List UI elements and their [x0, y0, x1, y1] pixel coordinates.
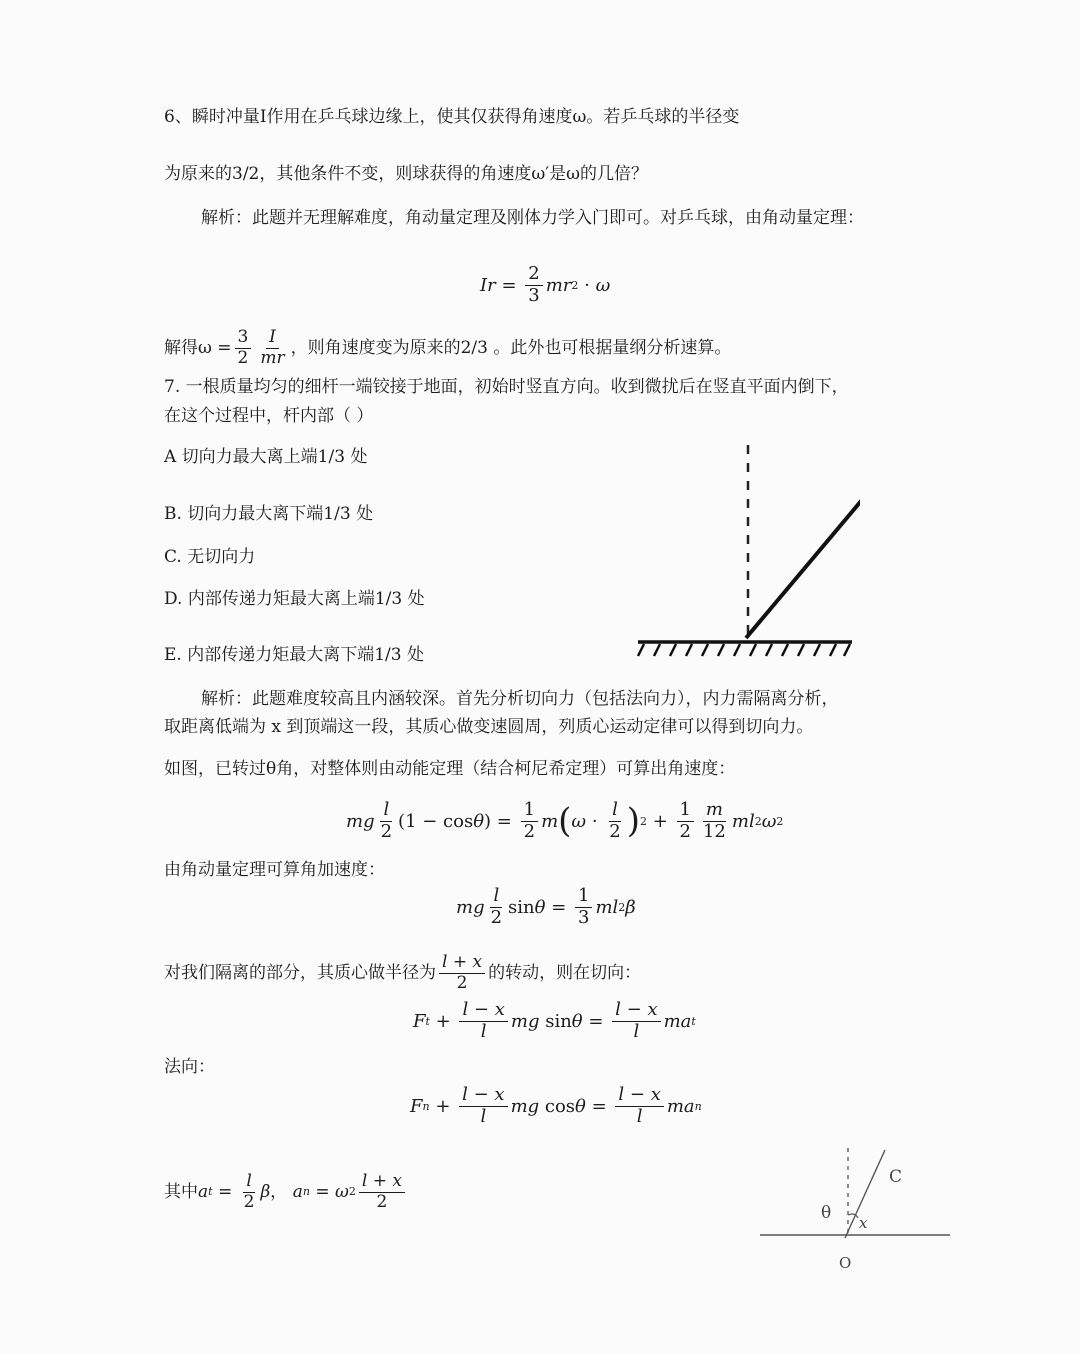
- ground-hatching: [638, 644, 850, 656]
- q6-line1: 6、瞬时冲量I作用在乒乓球边缘上，使其仅获得角速度ω。若乒乓球的半径变: [164, 107, 740, 127]
- q7-option-b: B. 切向力最大离下端1/3 处: [164, 504, 374, 524]
- angle-arc: [848, 1214, 858, 1218]
- torque-equation: mg $\frac{l}{2}$ sin θ = $\frac{1}{3}$ ml 2 β: [456, 885, 636, 928]
- sketch-label-c: C: [889, 1167, 903, 1187]
- angular-accel-text: 由角动量定理可算角加速度：: [164, 860, 385, 880]
- q7-option-d: D. 内部传递力矩最大离上端1/3 处: [164, 589, 425, 609]
- q7-option-c: C. 无切向力: [164, 547, 256, 567]
- q6-analysis: 解析：此题并无理解难度，角动量定理及刚体力学入门即可。对乒乓球，由角动量定理：: [201, 208, 864, 228]
- isolated-part-text: 对我们隔离的部分，其质心做半径为 $\frac{l + x}{2}$ 的转动，则在切向：: [164, 952, 642, 993]
- sketch-figure: [755, 1140, 955, 1275]
- sketch-label-x: x: [859, 1214, 868, 1232]
- energy-equation: mg $\frac{l}{2}$ (1 − cos θ ) = $\frac{1}{2}$ m ( ω · $\frac{l}{2}$ ) 2 + $\frac{1}{2}$ $\frac{m}{12}$ ml 2 ω 2: [346, 799, 784, 842]
- q7-analysis1: 解析：此题难度较高且内涵较深。首先分析切向力（包括法向力），内力需隔离分析，: [201, 689, 839, 709]
- q7-option-e: E. 内部传递力矩最大离下端1/3 处: [164, 645, 424, 665]
- where-line: 其中 a t = $\frac{l}{2}$ β ， a n = ω 2 $\frac{l + x}{2}$: [164, 1172, 408, 1212]
- sketch-label-o: O: [839, 1254, 852, 1272]
- rod-figure: [630, 440, 860, 665]
- rod-line: [746, 488, 860, 638]
- tangential-equation: F t + $\frac{l - x}{l}$ mg sin θ = $\frac{l - x}{l}$ ma t: [413, 999, 696, 1042]
- sketch-label-theta: θ: [821, 1203, 832, 1223]
- q6-equation: Ir = $\frac{2}{3}$ mr 2 · ω: [480, 263, 611, 306]
- normal-text: 法向：: [164, 1057, 215, 1077]
- q7-stem2: 在这个过程中，杆内部（ ）: [164, 406, 374, 426]
- q7-stem1: 7. 一根质量均匀的细杆一端铰接于地面，初始时竖直方向。收到微扰后在竖直平面内倒下，: [164, 377, 849, 397]
- q7-analysis2: 取距离低端为 x 到顶端这一段，其质心做变速圆周，列质心运动定律可以得到切向力。: [164, 717, 814, 737]
- q7-analysis3: 如图，已转过θ角，对整体则由动能定理（结合柯尼希定理）可算出角速度：: [164, 759, 736, 779]
- normal-equation: F n + $\frac{l - x}{l}$ mg cos θ = $\frac{l - x}{l}$ ma n: [410, 1084, 702, 1127]
- q7-option-a: A 切向力最大离上端1/3 处: [164, 447, 368, 467]
- q6-solution: 解得ω = $\frac{3}{2}$ $\frac{I}{mr}$ ，则角速度变为原来的2/3 。此外也可根据量纲分析速算。: [164, 327, 732, 368]
- q6-line2: 为原来的3/2，其他条件不变，则球获得的角速度ω′是ω的几倍？: [164, 164, 648, 184]
